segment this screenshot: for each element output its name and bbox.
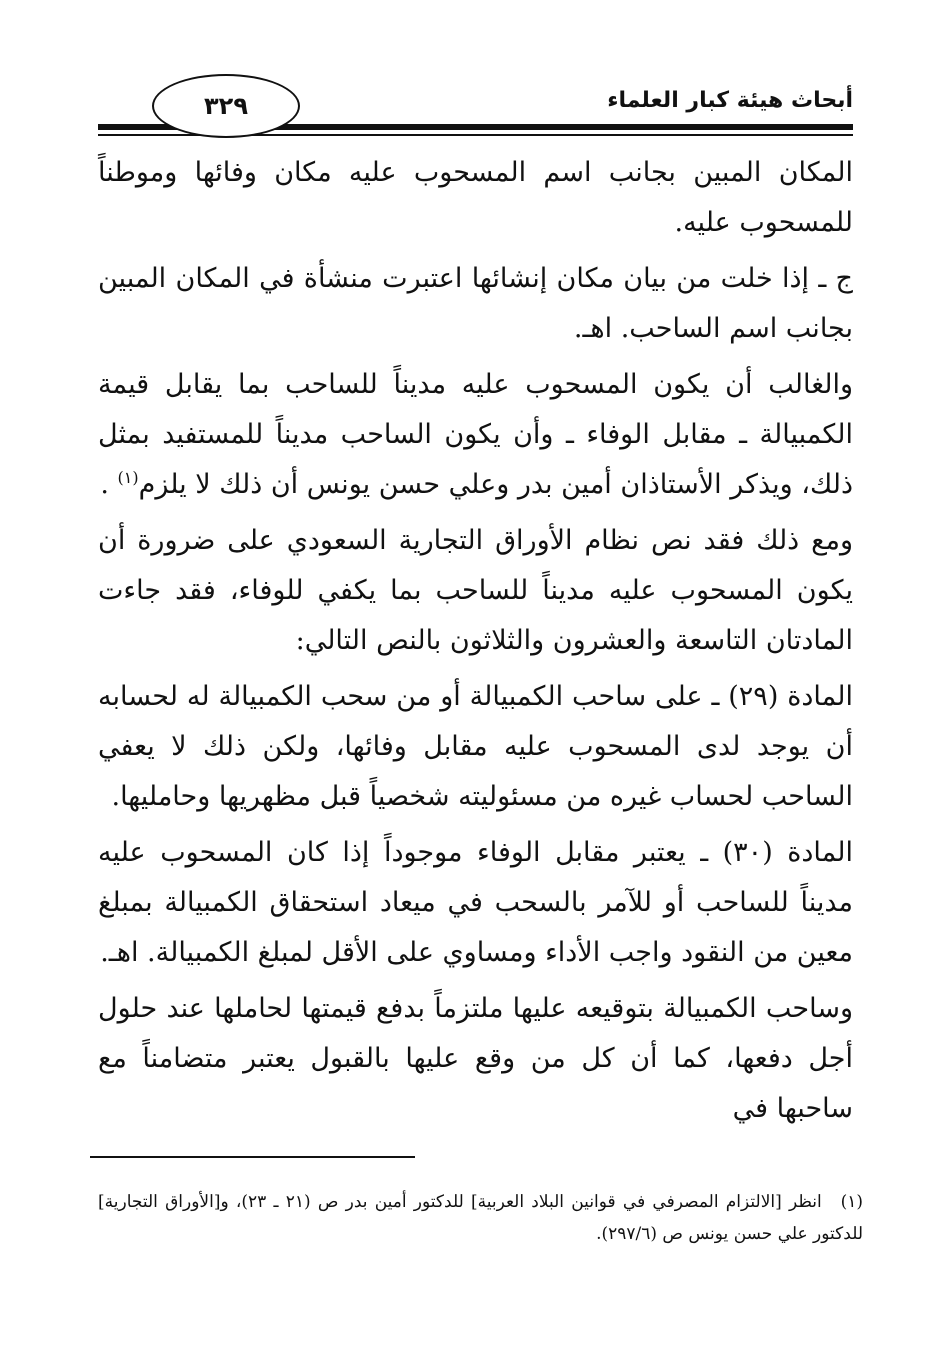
running-title: أبحاث هيئة كبار العلماء: [607, 88, 853, 113]
body-text: [98, 148, 853, 1134]
paragraph-5-article-29: المادة (٢٩) ـ على ساحب الكمبيالة أو من سحب الكمبيالة له لحسابه أن يوجد لدى المسحوب عليه مقابل وفائها، ولكن ذلك لا يعفي الساحب لحساب غيره من مسئوليته شخصياً قبل مظهريها وحامليها.: [98, 681, 853, 812]
paragraph-1: المكان المبين بجانب اسم المسحوب عليه مكان وفائها وموطناً للمسحوب عليه.: [98, 157, 853, 238]
paragraph-3-tail: .: [100, 469, 118, 500]
footnote-number: (١): [840, 1192, 863, 1212]
paragraph-4: ومع ذلك فقد نص نظام الأوراق التجارية السعودي على ضرورة أن يكون المسحوب عليه مديناً للساحب بما يكفي للوفاء، فقد جاءت المادتان التاسعة والعشرون والثلاثون بالنص التالي:: [98, 525, 853, 656]
page-number: ٣٢٩: [152, 74, 300, 138]
paragraph-7: وساحب الكمبيالة بتوقيعه عليها ملتزماً بدفع قيمتها لحاملها عند حلول أجل دفعها، كما أن كل من وقع عليها بالقبول يعتبر متضامناً مع ساحبها في: [98, 993, 853, 1124]
footnote-reference: (١): [117, 468, 139, 487]
paragraph-2: ج ـ إذا خلت من بيان مكان إنشائها اعتبرت منشأة في المكان المبين بجانب اسم الساحب. اهـ.: [98, 263, 853, 344]
page-header: [98, 72, 853, 142]
paragraph-6-article-30: المادة (٣٠) ـ يعتبر مقابل الوفاء موجوداً إذا كان المسحوب عليه مديناً للساحب أو للآمر بالسحب في ميعاد استحقاق الكمبيالة بمبلغ معين من النقود واجب الأداء ومساوي على الأقل لمبلغ الكمبيالة. اهـ.: [98, 837, 853, 968]
footnote-separator: [90, 1156, 415, 1158]
footnote: [98, 1186, 863, 1250]
footnote-text: انظر [الالتزام المصرفي في قوانين البلاد العربية] للدكتور أمين بدر ص (٢١ ـ ٢٣)، و[الأوراق التجارية] للدكتور علي حسن يونس ص (٢٩٧/٦).: [98, 1192, 863, 1244]
paragraph-3-text: والغالب أن يكون المسحوب عليه مديناً للساحب بما يقابل قيمة الكمبيالة ـ مقابل الوفاء ـ وأن يكون الساحب مديناً للمستفيد بمثل ذلك، ويذكر الأستاذان أمين بدر وعلي حسن يونس أن ذلك لا يلزم: [98, 369, 853, 500]
paragraph-3: [98, 360, 853, 510]
